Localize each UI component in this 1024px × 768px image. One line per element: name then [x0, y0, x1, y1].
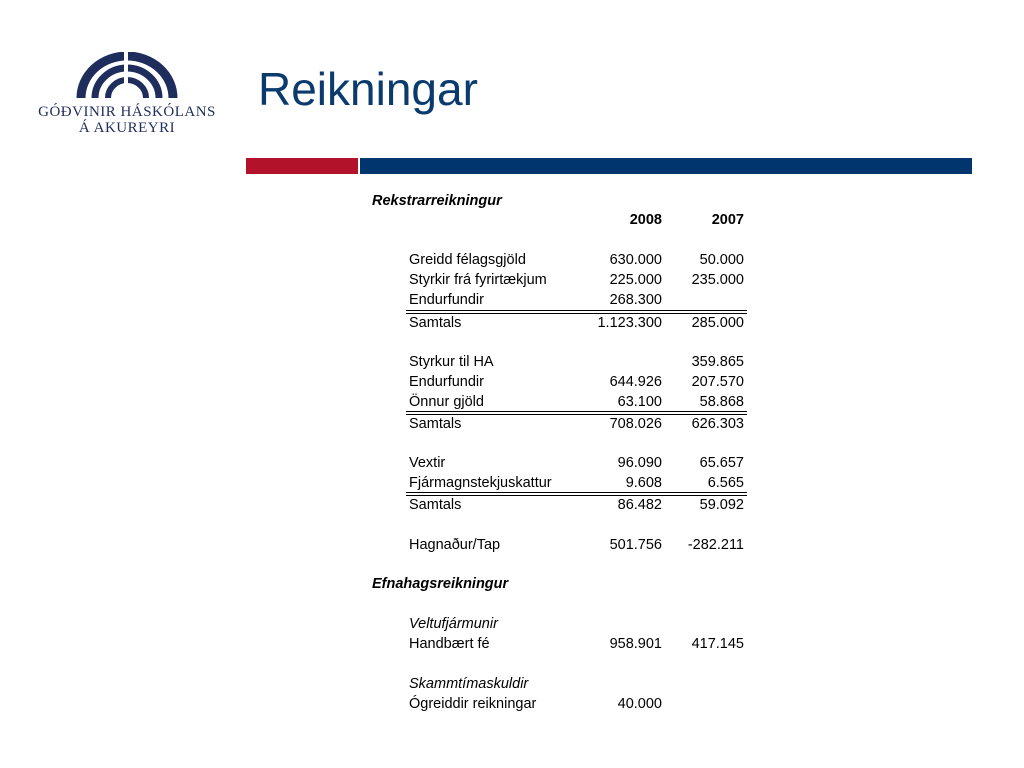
- balance-sheet-heading: Efnahagsreikningur: [372, 576, 509, 592]
- row-label: Önnur gjöld: [409, 394, 484, 410]
- value-2007: 65.657: [699, 455, 744, 471]
- value-2007: 417.145: [691, 636, 744, 652]
- section-heading-row: [0, 191, 1024, 211]
- value-2008: 268.300: [609, 292, 662, 308]
- value-2007: 6.565: [707, 475, 744, 491]
- table-row: [0, 392, 1024, 412]
- value-2007: 626.303: [691, 416, 744, 432]
- table-row: [0, 270, 1024, 290]
- row-label: Greidd félagsgjöld: [409, 252, 526, 268]
- row-label: Fjármagnstekjuskattur: [409, 475, 552, 491]
- row-label: Hagnaður/Tap: [409, 537, 501, 553]
- table-row: [0, 352, 1024, 372]
- row-label: Styrkur til HA: [409, 354, 494, 370]
- total-row: [0, 495, 1024, 515]
- value-2007: 359.865: [691, 354, 744, 370]
- value-2008: 40.000: [617, 696, 662, 712]
- subheading-row: [0, 674, 1024, 694]
- value-2008: 644.926: [609, 374, 662, 390]
- value-2007: 207.570: [691, 374, 744, 390]
- value-2008: 708.026: [609, 416, 662, 432]
- row-label: Endurfundir: [409, 292, 484, 308]
- row-label: Samtals: [409, 416, 462, 432]
- value-2008: 1.123.300: [597, 315, 662, 331]
- row-label: Samtals: [409, 497, 462, 513]
- table-row: [0, 634, 1024, 654]
- page-title: Reikningar: [258, 63, 478, 115]
- table-row: [0, 694, 1024, 714]
- section-heading-row: [0, 574, 1024, 594]
- row-label: Styrkir frá fyrirtækjum: [409, 272, 547, 288]
- year-header-2008: 2008: [629, 212, 662, 228]
- value-2008: 96.090: [617, 455, 662, 471]
- value-2008: 958.901: [609, 636, 662, 652]
- year-header-row: [0, 210, 1024, 230]
- table-row: [0, 453, 1024, 473]
- year-header-2007: 2007: [711, 212, 744, 228]
- subheading-row: [0, 614, 1024, 634]
- value-2008: 63.100: [617, 394, 662, 410]
- logo-text-line2: Á AKUREYRI: [78, 120, 176, 136]
- table-row: [0, 290, 1024, 310]
- value-2008: 225.000: [609, 272, 662, 288]
- value-2007: 58.868: [699, 394, 744, 410]
- row-label: Endurfundir: [409, 374, 484, 390]
- row-label: Ógreiddir reikningar: [409, 696, 537, 712]
- row-label: Vextir: [409, 455, 446, 471]
- income-statement-heading: Rekstrarreikningur: [372, 193, 502, 209]
- total-row: [0, 313, 1024, 333]
- value-2007: 285.000: [691, 315, 744, 331]
- row-label: Samtals: [409, 315, 462, 331]
- value-2008: 86.482: [617, 497, 662, 513]
- value-2008: 630.000: [609, 252, 662, 268]
- value-2007: -282.211: [687, 537, 744, 553]
- table-row: [0, 250, 1024, 270]
- value-2007: 235.000: [691, 272, 744, 288]
- row-label: Handbært fé: [409, 636, 490, 652]
- value-2007: 59.092: [699, 497, 744, 513]
- value-2008: 9.608: [625, 475, 662, 491]
- logo-text-line1: GÓÐVINIR HÁSKÓLANS: [38, 104, 216, 120]
- table-row: [0, 473, 1024, 493]
- total-row: [0, 414, 1024, 434]
- table-row: [0, 372, 1024, 392]
- liabilities-subheading: Skammtímaskuldir: [409, 676, 529, 692]
- assets-subheading: Veltufjármunir: [409, 616, 498, 632]
- value-2008: 501.756: [609, 537, 662, 553]
- result-row: [0, 535, 1024, 555]
- value-2007: 50.000: [699, 252, 744, 268]
